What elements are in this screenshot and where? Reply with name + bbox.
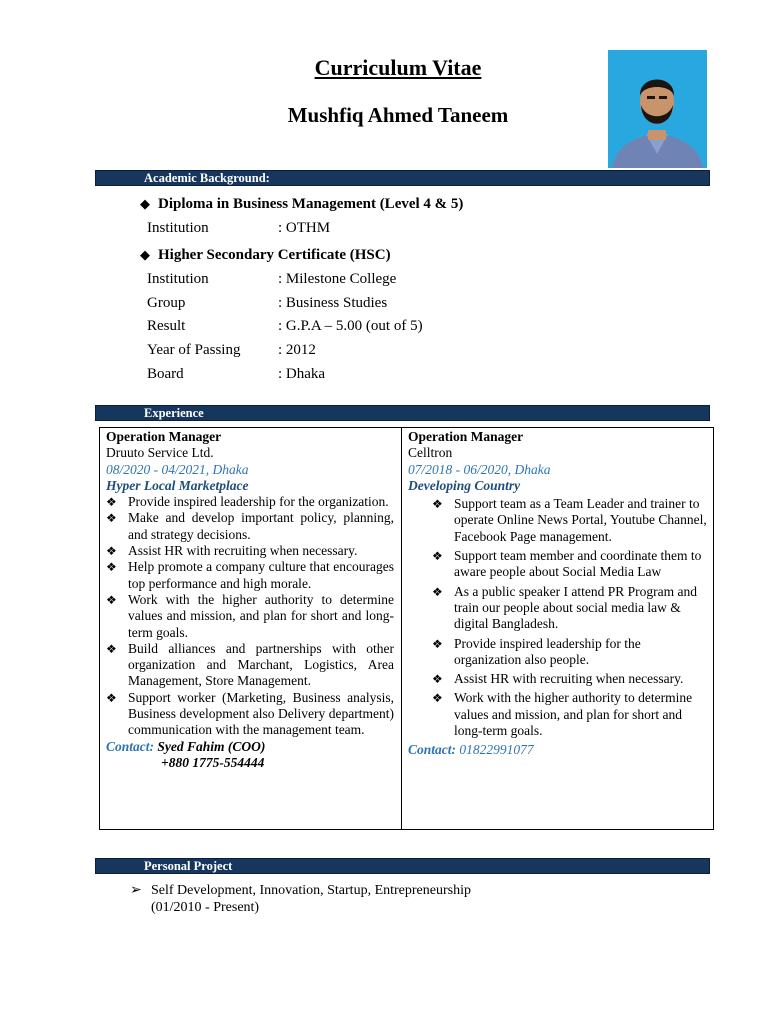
project-item (130, 882, 690, 916)
list-item: ❖ Help promote a company culture that encourages top performance and high morale. (106, 559, 394, 591)
list-item: ❖ Support team as a Team Leader and trainer to operate Online News Portal, Youtube Channel, Facebook Page management. (432, 496, 707, 544)
section-title-experience: Experience (144, 406, 204, 420)
four-diamond-bullet-icon: ❖ (432, 549, 443, 564)
field-value: : G.P.A – 5.00 (out of 5) (278, 318, 423, 334)
four-diamond-bullet-icon: ❖ (106, 641, 117, 656)
company-name: Druuto Service Ltd. (106, 445, 214, 461)
job-dates: 08/2020 - 04/2021, Dhaka (106, 461, 249, 477)
experience-entry-druuto (106, 429, 394, 771)
academic-item-hsc: ◆ Higher Secondary Certificate (HSC) (140, 247, 391, 263)
experience-column-divider (401, 427, 402, 830)
list-item: ❖ Provide inspired leadership for the organization. (106, 494, 389, 510)
profile-photo (608, 50, 707, 168)
list-item: ❖ As a public speaker I attend PR Program and train our people about social media law & digital Bangladesh. (432, 583, 697, 632)
four-diamond-bullet-icon: ❖ (106, 592, 117, 607)
job-dates: 07/2018 - 06/2020, Dhaka (408, 461, 551, 477)
four-diamond-bullet-icon: ❖ (432, 497, 443, 512)
company-tagline: Hyper Local Marketplace (106, 477, 249, 493)
arrowhead-bullet-icon: ➢ (130, 883, 142, 898)
field-label: Group (147, 295, 186, 311)
cv-title: Curriculum Vitae (314, 55, 482, 80)
company-name: Celltron (408, 445, 453, 461)
four-diamond-bullet-icon: ❖ (432, 691, 443, 706)
four-diamond-bullet-icon: ❖ (432, 584, 443, 599)
list-item: ❖ Work with the higher authority to determine values and mission, and plan for short and long-term goals. (106, 591, 394, 640)
field-value: : Milestone College (278, 271, 397, 287)
section-bar-experience (95, 405, 710, 421)
job-role: Operation Manager (106, 429, 222, 444)
field-value: : Dhaka (278, 366, 326, 382)
four-diamond-bullet-icon: ❖ (106, 544, 117, 559)
academic-item-diploma: ◆ Diploma in Business Management (Level 4 & 5) (140, 196, 464, 212)
four-diamond-bullet-icon: ❖ (106, 511, 117, 526)
responsibility-list (408, 496, 708, 739)
list-item: ❖ Support team member and coordinate them to aware people about Social Media Law (432, 548, 702, 580)
contact-line: Contact: Syed Fahim (COO) (106, 738, 266, 754)
contact-phone: +880 1775-554444 (161, 754, 265, 770)
field-label: Board (147, 366, 184, 382)
company-tagline: Developing Country (408, 477, 521, 493)
four-diamond-bullet-icon: ❖ (106, 560, 117, 575)
diamond-bullet-icon: ◆ (140, 196, 150, 211)
section-bar-project (95, 858, 710, 874)
four-diamond-bullet-icon: ❖ (432, 672, 443, 687)
list-item: ❖ Work with the higher authority to determine values and mission, and plan for short and long-term goals. (432, 690, 693, 739)
field-label: Year of Passing (147, 342, 241, 358)
diamond-bullet-icon: ◆ (140, 247, 150, 262)
list-item: ❖ Provide inspired leadership for the organization also people. (432, 635, 641, 667)
four-diamond-bullet-icon: ❖ (106, 495, 117, 510)
responsibility-list (106, 494, 394, 738)
project-description: Self Development, Innovation, Startup, Entrepreneurship (151, 883, 471, 898)
section-bar-academic (95, 170, 710, 186)
list-item: ❖ Make and develop important policy, planning, and strategy decisions. (106, 510, 394, 542)
experience-entry-celltron (408, 429, 708, 759)
field-value: : Business Studies (278, 295, 388, 311)
section-title-project: Personal Project (144, 859, 233, 873)
section-title-academic: Academic Background: (144, 171, 270, 185)
job-role: Operation Manager (408, 429, 524, 444)
field-label: Result (147, 318, 186, 334)
contact-line: Contact: 01822991077 (408, 742, 534, 758)
field-label: Institution (147, 271, 209, 287)
list-item: ❖ Assist HR with recruiting when necessary. (106, 543, 358, 559)
project-dates: (01/2010 - Present) (151, 900, 260, 915)
four-diamond-bullet-icon: ❖ (106, 690, 117, 705)
field-label: Institution (147, 220, 209, 236)
list-item: ❖ Build alliances and partnerships with other organization and Marchant, Logistics, Area Management, Store Management. (106, 640, 394, 689)
list-item: ❖ Support worker (Marketing, Business analysis, Business development also Delivery department) communication with the management team. (106, 689, 394, 738)
four-diamond-bullet-icon: ❖ (432, 636, 443, 651)
field-value: : OTHM (278, 220, 331, 236)
candidate-name: Mushfiq Ahmed Taneem (287, 103, 509, 127)
list-item: ❖ Assist HR with recruiting when necessary. (432, 671, 684, 687)
field-value: : 2012 (278, 342, 316, 358)
